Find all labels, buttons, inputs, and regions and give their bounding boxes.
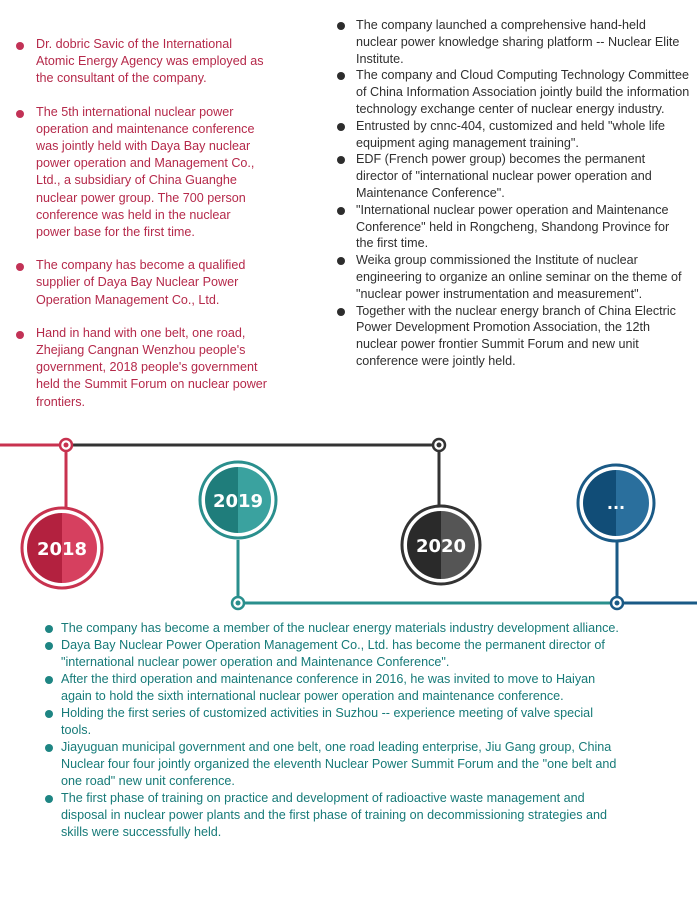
list-item: EDF (French power group) becomes the permanent director of "international nuclear power operation and Maintenance Conference".	[356, 151, 690, 201]
bullet-icon	[45, 676, 53, 684]
list-item: "International nuclear power operation and Maintenance Conference" held in Rongcheng, Shandong Province for the first time.	[356, 202, 690, 252]
list-item: Together with the nuclear energy branch of China Electric Power Development Promotion Association, the 12th nuclear power frontier Summit Forum and new unit conference were jointly held.	[356, 303, 690, 370]
bottom-event-list	[61, 620, 621, 841]
node-future-dot	[615, 601, 620, 606]
list-item: The company launched a comprehensive hand-held nuclear power knowledge sharing platform -- Nuclear Elite Institute.	[356, 17, 690, 67]
year-label-2019: 2019	[212, 491, 264, 512]
bullet-icon	[16, 110, 24, 118]
bullet-icon	[45, 625, 53, 633]
list-item: Daya Bay Nuclear Power Operation Management Co., Ltd. has become the permanent director of "international nuclear power operation and Maintenance Conference".	[61, 637, 621, 671]
bullet-icon	[45, 744, 53, 752]
list-item: The company has become a qualified supplier of Daya Bay Nuclear Power Operation Management Co., Ltd.	[36, 257, 268, 309]
bullet-icon	[337, 257, 345, 265]
list-item: The first phase of training on practice and development of radioactive waste management and disposal in nuclear power plants and the first phase of training on decommissioning strategies and skills were successfully held.	[61, 790, 621, 841]
list-item: Entrusted by cnnc-404, customized and held "whole life equipment aging management training".	[356, 118, 690, 152]
list-item: The company has become a member of the nuclear energy materials industry development alliance.	[61, 620, 621, 637]
list-item: After the third operation and maintenance conference in 2016, he was invited to move to Haiyan again to hold the sixth international nuclear power operation and maintenance conference.	[61, 671, 621, 705]
year-badge-2019	[200, 462, 276, 538]
bullet-icon	[45, 795, 53, 803]
bullet-icon	[337, 308, 345, 316]
bullet-icon	[45, 642, 53, 650]
year-badge-future	[578, 465, 654, 541]
year-label-future: ...	[606, 494, 626, 513]
bullet-icon	[337, 156, 345, 164]
bullet-icon	[16, 42, 24, 50]
list-item: Holding the first series of customized activities in Suzhou -- experience meeting of valve special tools.	[61, 705, 621, 739]
list-item: The 5th international nuclear power operation and maintenance conference was jointly held with Daya Bay nuclear power operation and Management Co., Ltd., a subsidiary of China Guanghe nuclear power group. The 700 person conference was held in the nuclear power base for the first time.	[36, 104, 268, 242]
bullet-icon	[337, 207, 345, 215]
left-event-list	[36, 36, 268, 427]
list-item: Hand in hand with one belt, one road, Zhejiang Cangnan Wenzhou people's government, 2018 people's government held the Summit Forum on nuclear power frontiers.	[36, 325, 268, 411]
node-2018-dot	[64, 443, 69, 448]
bullet-icon	[337, 22, 345, 30]
list-item: Jiayuguan municipal government and one belt, one road leading enterprise, Jiu Gang group, China Nuclear four four jointly organized the eleventh Nuclear Power Summit Forum and the "one belt and one road" new unit conference.	[61, 739, 621, 790]
year-label-2020: 2020	[415, 536, 467, 557]
list-item: Dr. dobric Savic of the International Atomic Energy Agency was employed as the consultant of the company.	[36, 36, 268, 88]
node-2020-dot	[437, 443, 442, 448]
bullet-icon	[16, 331, 24, 339]
bullet-icon	[337, 72, 345, 80]
node-2019-dot	[236, 601, 241, 606]
list-item: The company and Cloud Computing Technology Committee of China Information Association jointly build the information technology exchange center of nuclear energy industry.	[356, 67, 690, 117]
year-label-2018: 2018	[36, 539, 88, 560]
bullet-icon	[337, 123, 345, 131]
bullet-icon	[16, 263, 24, 271]
timeline	[0, 430, 697, 620]
right-event-list	[356, 17, 690, 370]
bullet-icon	[45, 710, 53, 718]
year-badge-2020	[402, 506, 480, 584]
list-item: Weika group commissioned the Institute of nuclear engineering to organize an online seminar on the theme of "nuclear power instrumentation and measurement".	[356, 252, 690, 302]
year-badge-2018	[22, 508, 102, 588]
